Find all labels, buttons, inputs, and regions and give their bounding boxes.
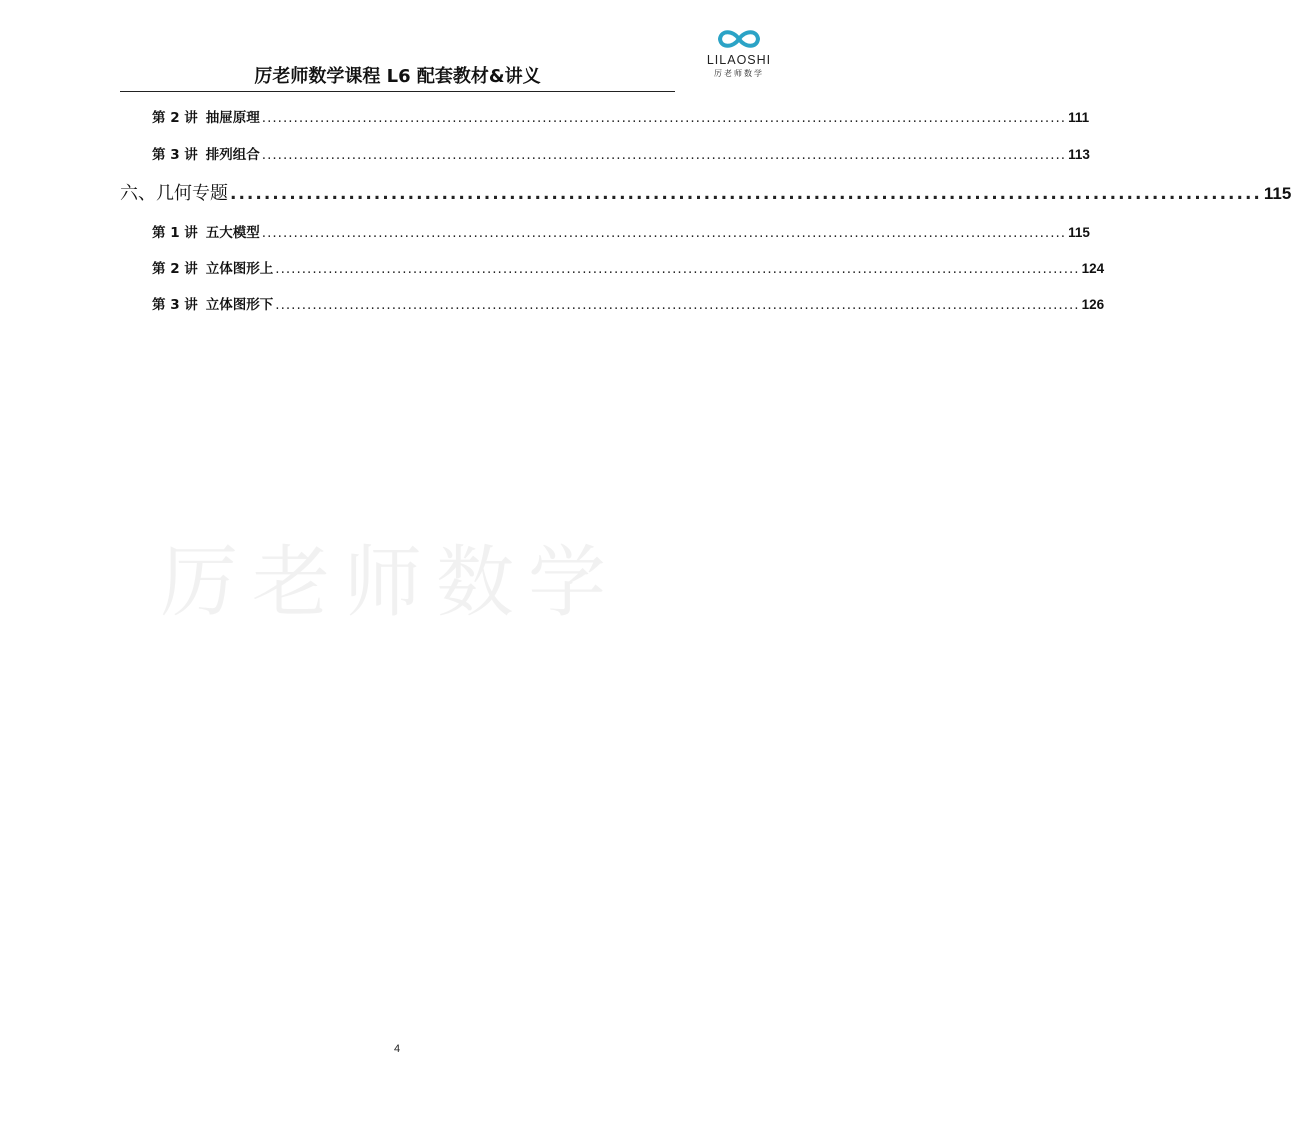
toc-entry-lecture-3-permutations[interactable] [152,143,1090,163]
toc-entry-lecture-3-solids-part2[interactable] [152,293,1105,313]
page-number: 4 [393,1043,401,1055]
toc-section-title: 六、几何专题 [120,183,228,204]
logo-text-cn: 厉老师数学 [714,69,764,78]
toc-lecture-number: 第 1 讲 [152,225,198,241]
toc-lecture-number: 第 3 讲 [152,297,198,313]
toc-dot-leader: ........................................................................................................................................................ [275,297,1080,313]
toc-entry-title: 立体图形上 [205,261,274,277]
toc-entry-title: 排列组合 [205,147,260,163]
toc-entry-title: 五大模型 [205,225,260,241]
toc-page-number: 124 [1081,261,1105,276]
toc-page-number: 115 [1068,225,1090,240]
watermark: 厉老师数学 [160,538,621,628]
toc-entry-lecture-1-five-models[interactable] [152,221,1090,241]
infinity-logo-icon [714,26,764,52]
brand-logo [698,26,780,80]
toc-lecture-number: 第 2 讲 [152,110,198,126]
toc-page-number: 113 [1068,147,1090,162]
header-divider [120,91,675,92]
toc-dot-leader: ........................................................................................................................................................ [275,261,1080,277]
toc-page-number: 115 [1263,184,1291,203]
toc-entry-title: 抽屉原理 [205,110,260,126]
toc-lecture-number: 第 2 讲 [152,261,198,277]
toc-page-number: 111 [1068,110,1090,125]
toc-dot-leader: ........................................................................................................................................................ [261,225,1067,241]
toc-entry-title: 立体图形下 [205,297,274,313]
logo-text-en: LILAOSHI [706,53,772,67]
page-header-title: 厉老师数学课程 L6 配套教材&讲义 [254,66,541,87]
toc-entry-lecture-2-solids-part1[interactable] [152,257,1105,277]
toc-section-geometry[interactable] [120,179,1291,205]
toc-dot-leader: .......................................................................................................................... [230,184,1262,204]
toc-page-number: 126 [1081,297,1105,312]
toc-dot-leader: ........................................................................................................................................................ [261,147,1067,163]
toc-dot-leader: ........................................................................................................................................................ [261,110,1067,126]
toc-entry-lecture-2-pigeonhole[interactable] [152,106,1090,126]
toc-lecture-number: 第 3 讲 [152,147,198,163]
